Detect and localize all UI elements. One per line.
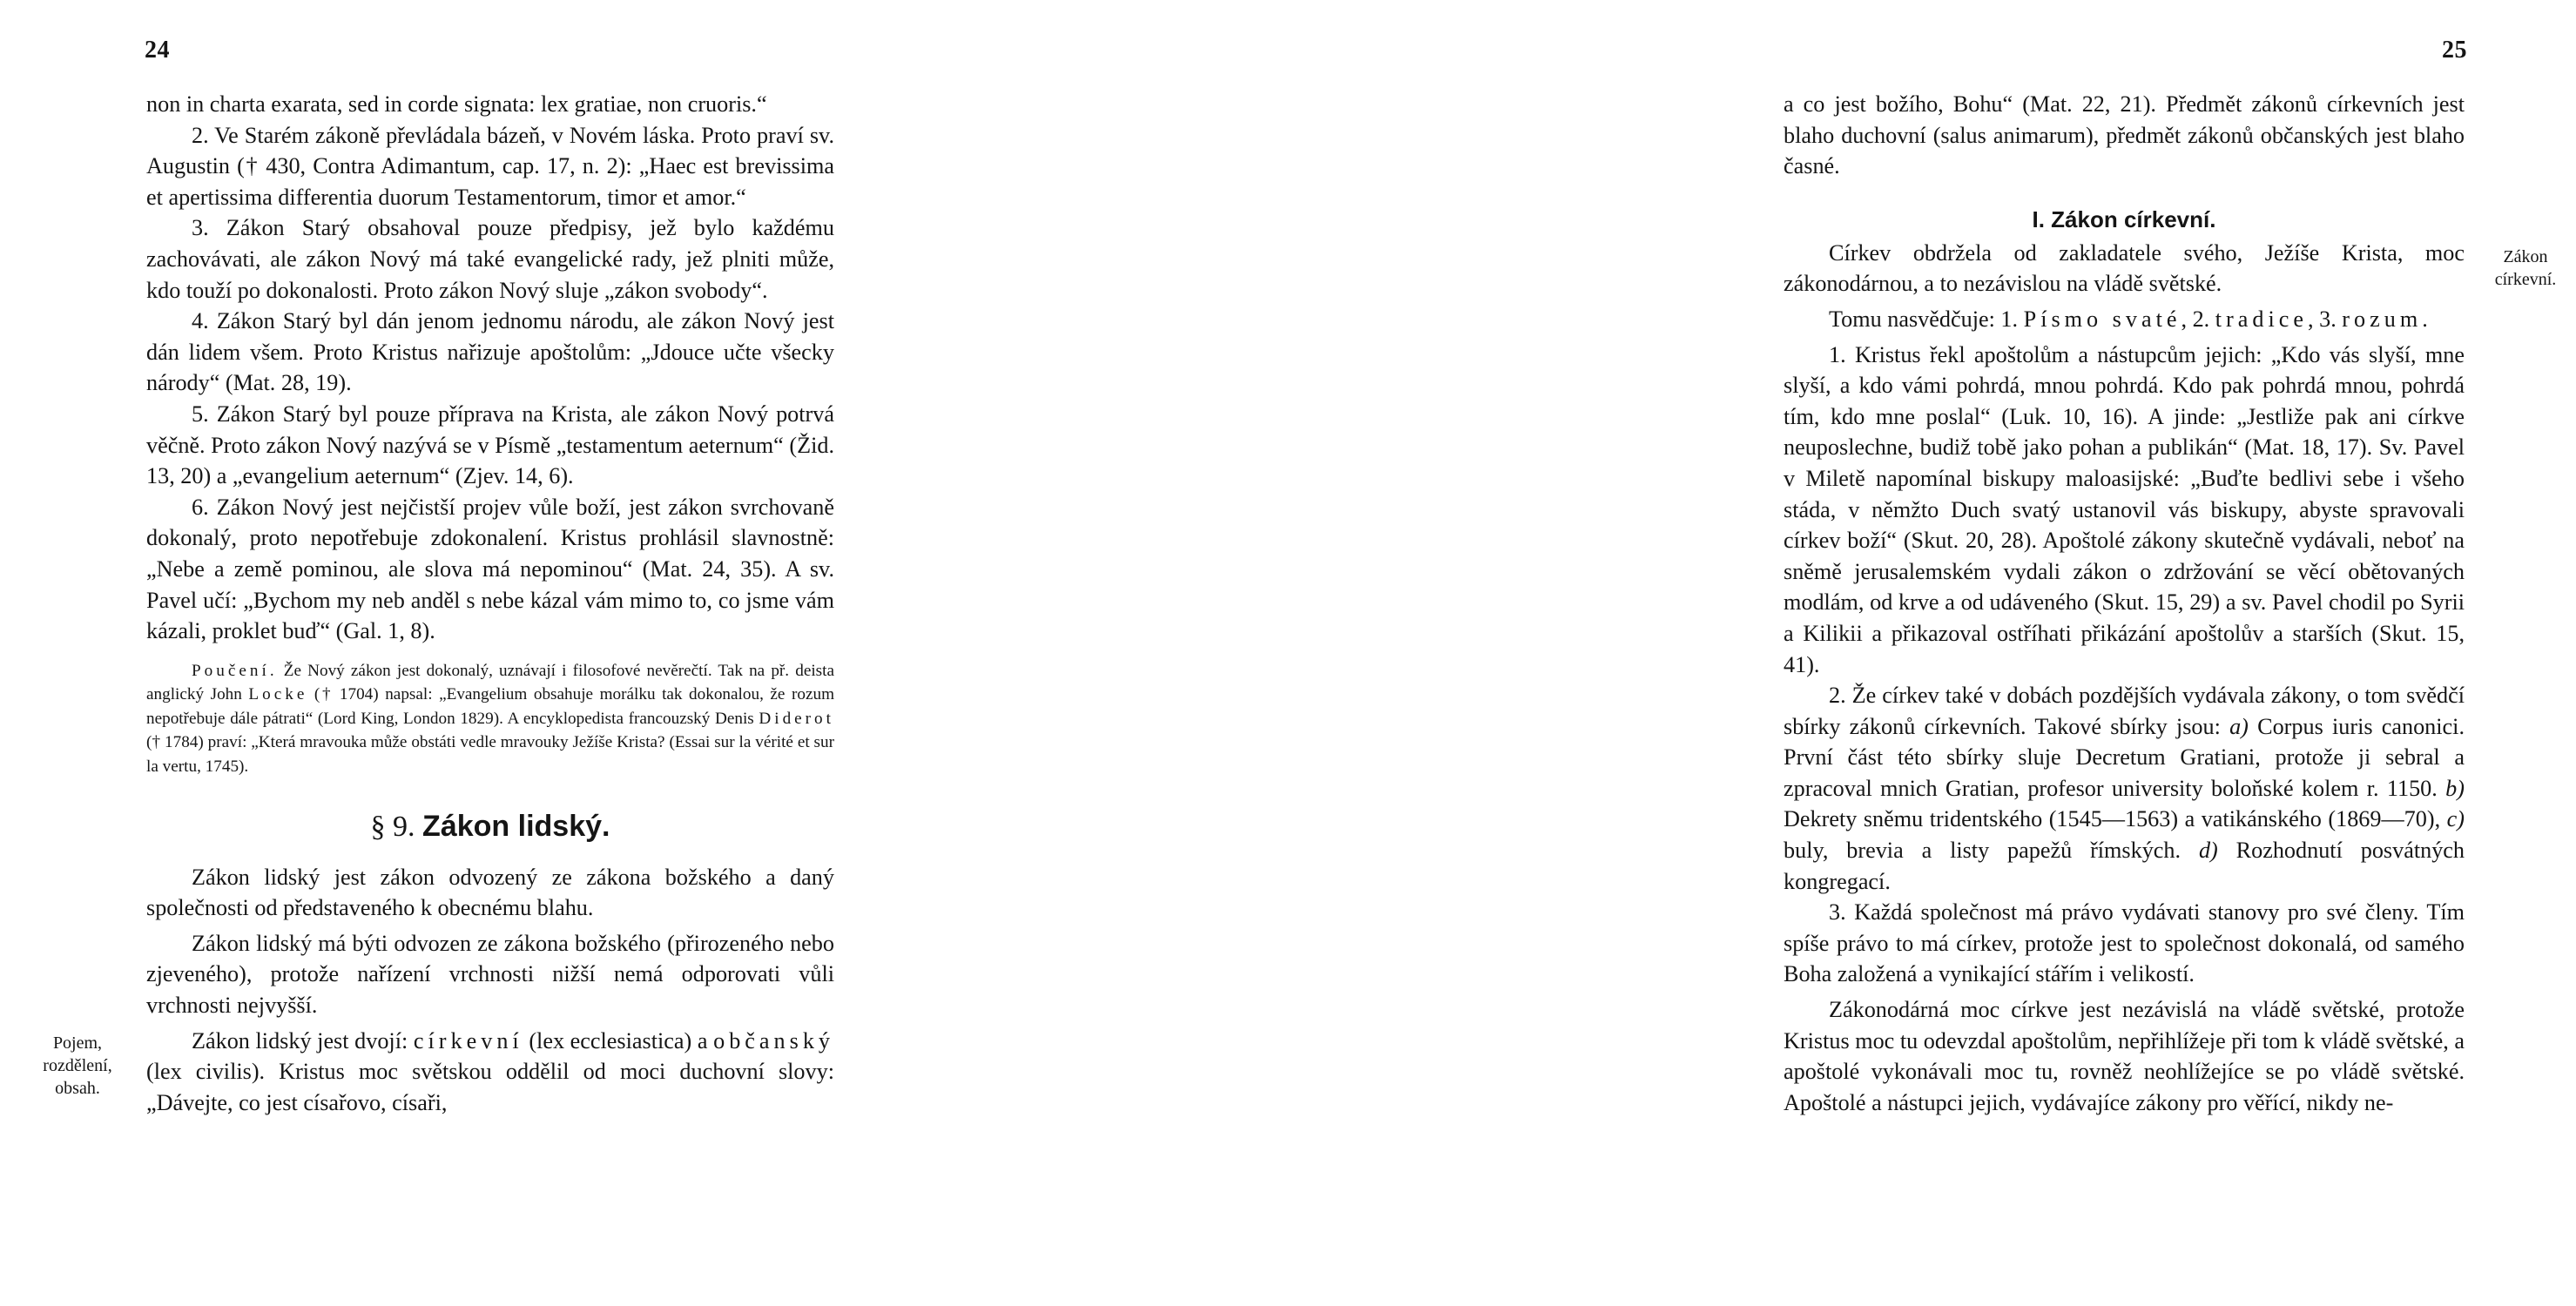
paragraph-all-nations: 4. Zákon Starý byl dán jenom jednomu národu, ale zákon Nový jest dán lidem všem. Proto Kristus nařizuje apoštolům: „Jdouce učte všecky národy“ (Mat. 28, 19). <box>146 308 834 396</box>
paragraph-church-legislative-power: Církev obdržela od zakladatele svého, Ježíše Krista, moc zákonodárnou, a to nezávislou na vládě světské. <box>1784 239 2465 297</box>
left-margin-note <box>21 1032 134 1100</box>
right-page-number: 25 <box>2442 37 2467 64</box>
list-label-c: c) <box>2446 806 2465 832</box>
paragraph-law-of-freedom: 3. Zákon Starý obsahoval pouze předpisy, jež bylo každému zachovávati, ale zákon Nový má také evangelické rady, jež plniti může, kdo touží po dokonalosti. Proto zákon Nový sluje „zákon svobody“. <box>146 215 834 303</box>
paragraph-witnesses <box>1784 304 2465 335</box>
note-text-part: († 1784) praví: „Která mravouka může obstáti vedle mravouky Ježíše Krista? (Essai sur la vérité et sur la vertu, 1745). <box>146 733 834 777</box>
margin-note-line: Pojem, <box>52 1033 103 1053</box>
text-part: (lex civilis). Kristus moc světskou oddělil od moci duchovní slovy: „Dávejte, co jest císařovo, císaři, <box>146 1059 834 1115</box>
text-part: Zákon lidský jest dvojí: <box>192 1027 414 1054</box>
term-ecclesiastical: církevní <box>413 1027 523 1054</box>
continued-paragraph: a co jest božího, Bohu“ (Mat. 22, 21). Předmět zákonů církevních jest blaho duchovní (salus animarum), předmět zákonů občanských jest blaho časné. <box>1784 91 2465 179</box>
text-part: (lex ecclesiastica) a <box>523 1027 714 1054</box>
witness-reason: rozum <box>2342 306 2423 332</box>
instruction-note <box>146 659 834 779</box>
paragraph-society-statutes: 3. Každá společnost má právo vydávati stanovy pro své členy. Tím spíše právo to má církev, protože jest to společnost dokonalá, od samého Boha založená a vynikající stářím i velikostí. <box>1784 899 2465 987</box>
witness-tradition: tradice <box>2215 306 2309 332</box>
note-name-locke: Locke <box>248 685 308 704</box>
right-margin-note <box>2475 246 2576 291</box>
paragraph-human-law-twofold <box>146 1026 834 1119</box>
right-page-body <box>1784 89 2465 1118</box>
note-text-part: († 1704) napsal: „Evangelium obsahuje morálku tak dokonalou, že rozum nepotřebuje dále pátrati“ (Lord King, London 1829). A encyklopedista francouzský Denis <box>146 685 834 728</box>
margin-note-line: Zákon <box>2503 247 2548 266</box>
margin-note-line: církevní. <box>2494 270 2557 289</box>
left-page <box>0 0 867 1306</box>
subsection-heading: I. Zákon církevní. <box>2032 205 2216 232</box>
text-part: Corpus iuris canonici. První část této sbírky sluje Decretum Gratiani, protože ji sebral a zpracoval mnich Gratian, profesor university boloňské kolem r. 1150. <box>1784 713 2465 801</box>
term-civil: občanský <box>713 1027 835 1054</box>
note-lead: Poučení. <box>192 661 278 680</box>
paragraph-independent-power: Zákonodárná moc církve jest nezávislá na vládě světské, protože Kristus moc tu odevzdal apoštolům, nepřihlížeje při tom k vládě světské, a apoštolé vykonávali moc tu, rovněž neohlížejíce se po vládě světské. Apoštolé a nástupci jejich, vydávajíce zákony pro věřící, nikdy ne- <box>1784 997 2465 1115</box>
list-label-a: a) <box>2229 713 2249 739</box>
paragraph-perfect-law: 6. Zákon Nový jest nejčistší projev vůle boží, jest zákon svrchovaně dokonalý, proto nepotřebuje zdokonalení. Kristus prohlásil slavnostně: „Nebe a země pominou, ale slova má nepominou“ (Mat. 24, 35). A sv. Pavel učí: „Bychom my neb anděl s nebe kázal vám mimo to, co jsme vám kázali, proklet buď“ (Gal. 1, 8). <box>146 494 834 644</box>
note-text-part: Že Nový zákon jest dokonalý, uznávají i filosofové nevěrečtí. Tak na př. deista anglický John <box>146 661 834 704</box>
text-part: buly, brevia a listy papežů římských. <box>1784 838 2199 864</box>
text-part: Dekrety sněmu tridentského (1545—1563) a vatikánského (1869—70), <box>1784 806 2447 832</box>
text-part: 2. Že církev také v dobách pozdějších vydávala zákony, o tom svědčí sbírky zákonů církevních. Takové sbírky jsou: <box>1784 683 2465 739</box>
text-part: , 2. <box>2181 306 2215 332</box>
left-page-body <box>146 89 834 1118</box>
text-part: Rozhodnutí posvátných kongregací. <box>1784 838 2465 894</box>
list-label-b: b) <box>2445 775 2465 801</box>
right-page <box>867 0 2557 1306</box>
list-label-d: d) <box>2198 838 2218 864</box>
paragraph-fear-and-love: 2. Ve Starém zákoně převládala bázeň, v Novém láska. Proto praví sv. Augustin († 430, Contra Adimantum, cap. 17, n. 2): „Haec est brevissima et apertissima differentia duorum Testamentorum, timor et amor.“ <box>146 122 834 210</box>
margin-note-line: obsah. <box>55 1079 100 1098</box>
text-part: Tomu nasvědčuje: 1. <box>1829 306 2024 332</box>
paragraph-human-law-derivation: Zákon lidský má býti odvozen ze zákona božského (přirozeného nebo zjeveného), protože nařízení vrchnosti nižší nemá odporovati vůli vrchnosti nejvyšší. <box>146 930 834 1019</box>
witness-scripture: Písmo svaté <box>2023 306 2182 332</box>
section-title: Zákon lidský. <box>422 809 610 843</box>
paragraph-human-law-definition: Zákon lidský jest zákon odvozený ze zákona božského a daný společnosti od představeného k obecnému blahu. <box>146 864 834 921</box>
note-name-diderot: Diderot <box>759 709 834 728</box>
paragraph-apostles-authority: 1. Kristus řekl apoštolům a nástupcům jejich: „Kdo vás slyší, mne slyší, a kdo vámi pohrdá, mnou pohrdá. Kdo pak pohrdá mnou, pohrdá tím, kdo mne poslal“ (Luk. 10, 16). A jinde: „Jestliže pak ani církve neuposlechne, budiž tobě jako pohan a publikán“ (Mat. 18, 17). Sv. Pavel v Miletě napomínal biskupy maloasijské: „Buďte bedlivi sebe i všeho stáda, v němžto Duch svatý ustanovil vás biskupy, abyste spravovali církev boží“ (Skut. 20, 28). Apoštolé zákony skutečně vydávali, neboť na sněmě jerusalemském vydali zákon o zdržování se věcí obětovaných modlám, od krve a od udáveného (Skut. 15, 29) a sv. Pavel chodil po Syrii a Kilikii a přikazoval ostříhati přikázání apoštolův a starších (Skut. 15, 41). <box>1784 341 2465 677</box>
left-page-number: 24 <box>145 37 170 64</box>
section-heading <box>146 807 834 846</box>
text-part: , 3. <box>2308 306 2343 332</box>
continued-paragraph: non in charta exarata, sed in corde signata: lex gratiae, non cruoris.“ <box>146 91 767 117</box>
paragraph-eternal-testament: 5. Zákon Starý byl pouze příprava na Krista, ale zákon Nový potrvá věčně. Proto zákon Nový nazývá se v Písmě „testamentum aeternum“ (Žid. 13, 20) a „evangelium aeternum“ (Zjev. 14, 6). <box>146 401 834 489</box>
section-number: § 9. <box>370 810 415 843</box>
text-part: . <box>2422 306 2428 332</box>
paragraph-law-collections <box>1784 680 2465 897</box>
margin-note-line: rozdělení, <box>43 1056 112 1075</box>
